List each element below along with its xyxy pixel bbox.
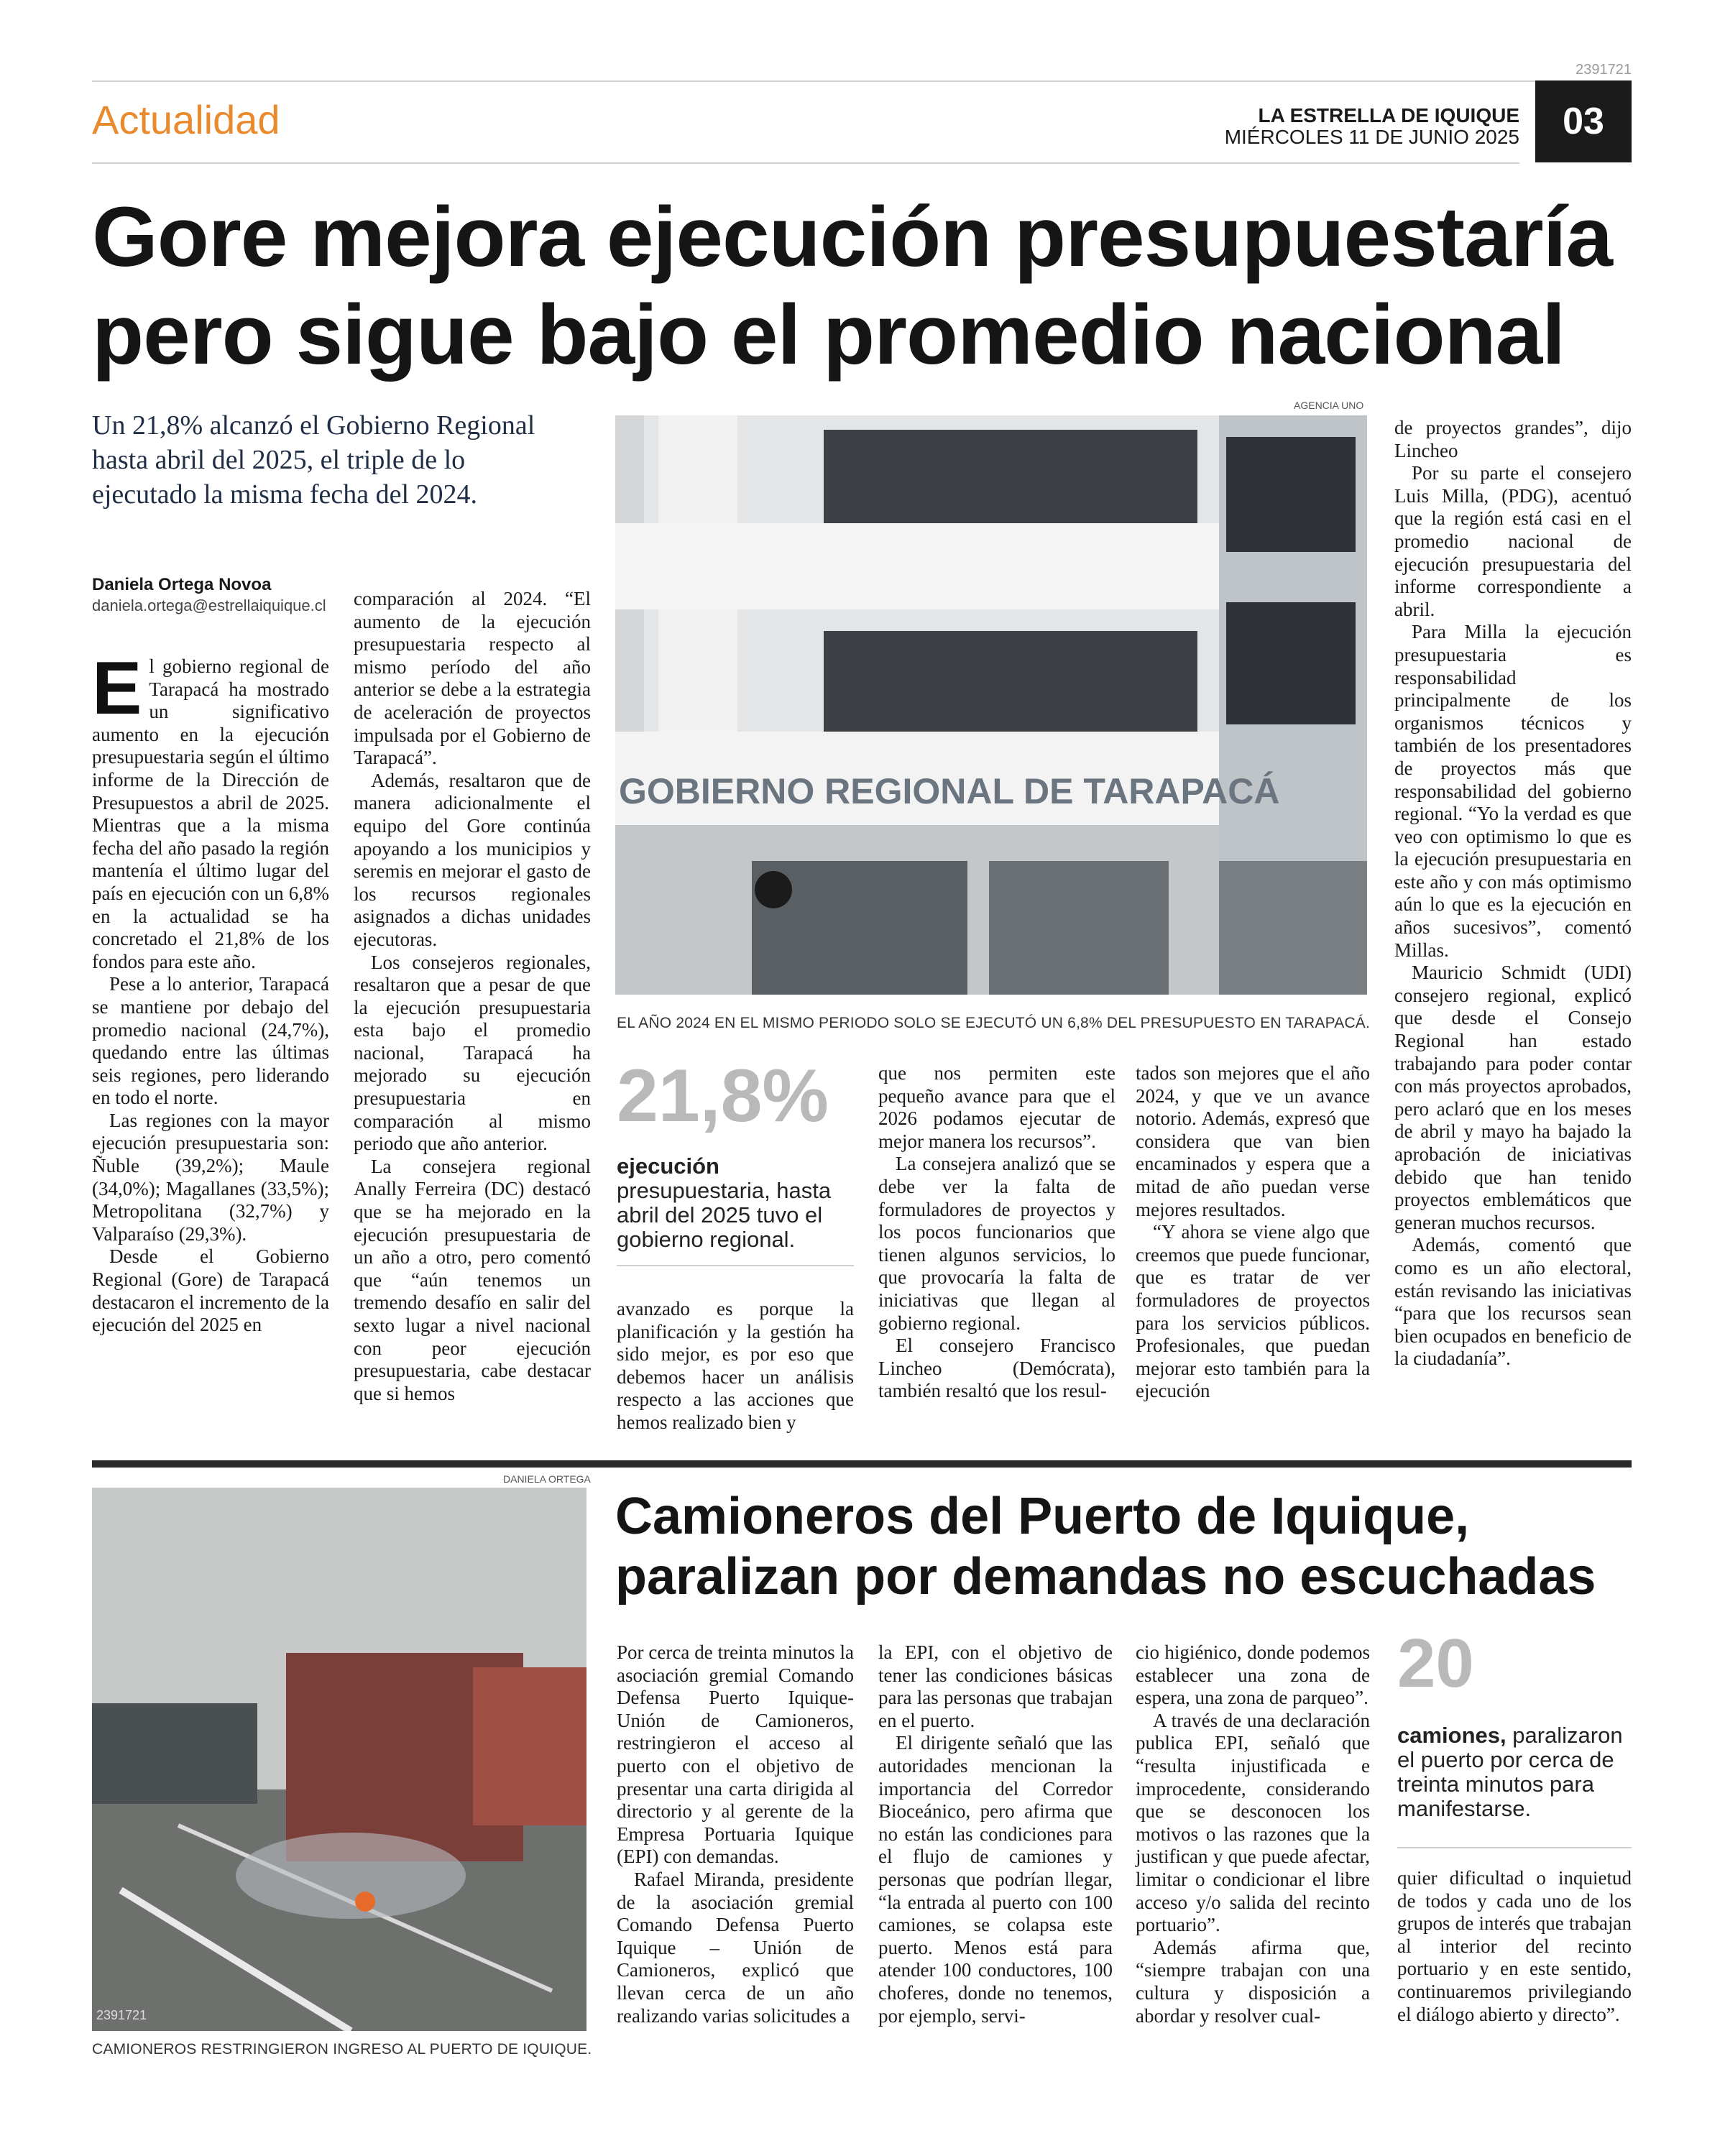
building-sign: GOBIERNO REGIONAL DE TARAPACÁ <box>619 771 1280 811</box>
paragraph: Por su parte el consejero Luis Milla, (PDG), acentuó que la región está casi en el promedio nacional de ejecución presupuestaria del informe correspondiente a abril. <box>1394 462 1632 620</box>
byline-name: Daniela Ortega Novoa <box>92 575 272 594</box>
paragraph: comparación al 2024. “El aumento de la ejecución presupuestaria respecto al mismo período del año anterior se debe a la estrategia de aceleración de proyectos impulsada por el Gobierno de Tarapacá”. <box>354 588 591 769</box>
article1-column-6 <box>1394 417 1632 1370</box>
paragraph: de proyectos grandes”, dijo Lincheo <box>1394 417 1632 461</box>
paragraph: Además afirma que, “siempre trabajan con una cultura y disposición a abordar y resolver cual- <box>1136 1936 1370 2027</box>
paragraph: “Y ahora se viene algo que creemos que puede funcionar, que es tratar de ver formuladores de proyectos para los servicios públicos. Profesionales, que puedan mejorar esto también para la ejecución <box>1136 1221 1370 1402</box>
article1-column-4 <box>878 1062 1116 1403</box>
truckers-illustration <box>92 1488 586 2031</box>
paragraph: El gobierno regional de Tarapacá ha mostrado un significativo aumento en la ejecución presupuestaria según el último informe de la Dirección de Presupuestos a abril de 2025. Mientras que a la misma fecha del año pasado la región mantenía el último lugar del país en ejecución con un 6,8% en la actualidad se ha concretado el 21,8% de los fondos para este año. <box>92 647 329 972</box>
main-headline-line1: Gore mejora ejecución presupuestaría <box>92 190 1613 285</box>
building-photo <box>615 415 1367 995</box>
paragraph: Además, comentó que como es un año electoral, están revisando las iniciativas “para que los recursos sean bien ocupados en beneficio de la ciudadanía”. <box>1394 1234 1632 1370</box>
stat-value: 21,8% <box>617 1054 829 1138</box>
newspaper-name: LA ESTRELLA DE IQUIQUE <box>1258 104 1519 126</box>
photo2-watermark: 2391721 <box>96 2008 147 2022</box>
paragraph: la EPI, con el objetivo de tener las condiciones básicas para las personas que trabajan en el puerto. <box>878 1641 1113 1731</box>
photo-credit: AGENCIA UNO <box>1294 400 1364 411</box>
paragraph: cio higiénico, donde podemos establecer una zona de espera, una zona de parqueo”. <box>1136 1641 1370 1709</box>
drop-cap: E <box>92 647 142 730</box>
photo-caption: EL AÑO 2024 EN EL MISMO PERIODO SOLO SE EJECUTÓ UN 6,8% DEL PRESUPUESTO EN TARAPACÁ. <box>617 1015 1371 1031</box>
article-deck: Un 21,8% alcanzó el Gobierno Regional hasta abril del 2025, el triple de lo ejecutado la misma fecha del 2024. <box>92 410 535 510</box>
stat2-label: camiones, paralizaron el puerto por cerca de treinta minutos para manifestarse. <box>1397 1723 1623 1821</box>
article2-column-3 <box>1136 1641 1370 2027</box>
paragraph: Rafael Miranda, presidente de la asociación gremial Comando Defensa Puerto Iquique – Unión de Camioneros, explicó que llevan cerca de un año realizando varias solicitudes a <box>617 1868 854 2027</box>
main-headline-line2: pero sigue bajo el promedio nacional <box>92 287 1565 382</box>
stat2-value: 20 <box>1397 1625 1474 1702</box>
article2-column-2 <box>878 1641 1113 2027</box>
paragraph: La consejera analizó que se debe ver la falta de formuladores de proyectos y los pocos funcionarios que tienen algunos servicios, lo que provocaría la falta de iniciativas que llegan al gobierno regional. <box>878 1153 1116 1334</box>
photo2-caption: CAMIONEROS RESTRINGIERON INGRESO AL PUERTO DE IQUIQUE. <box>92 2041 592 2058</box>
article-divider <box>92 1460 1632 1468</box>
paragraph: Desde el Gobierno Regional (Gore) de Tarapacá destacaron el incremento de la ejecución del 2025 en <box>92 1245 329 1336</box>
paragraph: Por cerca de treinta minutos la asociación gremial Comando Defensa Puerto Iquique- Unión de Camioneros, restringieron el acceso al puerto con el objetivo de presentar una carta dirigida al directorio y al gerente de la Empresa Portuaria Iquique (EPI) con demandas. <box>617 1641 854 1868</box>
issue-date: MIÉRCOLES 11 DE JUNIO 2025 <box>1224 126 1519 148</box>
stat-divider <box>617 1265 854 1266</box>
paragraph: A través de una declaración publica EPI, señaló que “resulta injustificada e improcedente, considerando que se desconocen los motivos o las razones que la justifican y que puede afectar, limitar o condicionar el libre acceso y/o salida del recinto portuario”. <box>1136 1709 1370 1936</box>
second-headline <box>615 1486 1636 1607</box>
paragraph: Las regiones con la mayor ejecución presupuestaria son: Ñuble (39,2%); Maule (34,0%); Magallanes (33,5%); Metropolitana (32,7%) y Valparaíso (29,3%). <box>92 1109 329 1245</box>
page-id: 2391721 <box>1576 62 1632 78</box>
article1-column-5 <box>1136 1062 1370 1403</box>
section-label: Actualidad <box>92 97 280 142</box>
paragraph: El dirigente señaló que las autoridades mencionan la importancia del Corredor Bioceánico, pero afirma que no están las condiciones para el flujo de camiones y personas que podrían llegar, “la entrada al puerto con 100 camiones, se colapsa este puerto. Menos está para atender 100 conductores, 100 choferes, donde no tenemos, por ejemplo, servi- <box>878 1732 1113 2027</box>
second-headline-line1: Camioneros del Puerto de Iquique, <box>615 1488 1470 1545</box>
main-headline <box>92 188 1637 384</box>
paragraph: Para Milla la ejecución presupuestaria es responsabilidad principalmente de los organismos técnicos y también de los presentadores de proyectos más que responsabilidad del gobierno regional. “Yo la verdad es que veo con optimismo lo que es la ejecución presupuestaria en este año y con más optimismo aún lo que es la ejecución en años sucesivos”, comentó Millas. <box>1394 621 1632 961</box>
paragraph: quier dificultad o inquietud de todos y cada uno de los grupos de interés que trabajan al interior del recinto portuario y en este sentido, continuaremos privilegiando el diálogo abierto y directo”. <box>1397 1867 1632 2025</box>
byline-email: daniela.ortega@estrellaiquique.cl <box>92 596 326 614</box>
paragraph: Los consejeros regionales, resaltaron que a pesar de que la ejecución presupuestaria esta bajo el promedio nacional, Tarapacá ha mejorado su ejecución presupuestaria en comparación al mismo periodo que año anterior. <box>354 951 591 1155</box>
header-top-rule <box>92 80 1632 82</box>
header-bottom-rule <box>92 162 1519 164</box>
photo2-credit: DANIELA ORTEGA <box>503 1473 591 1485</box>
article1-column-1 <box>92 647 329 1337</box>
truckers-photo <box>92 1488 586 2031</box>
paragraph: que nos permiten este pequeño avance para que el 2026 podamos ejecutar de mejor manera los recursos”. <box>878 1062 1116 1152</box>
stat-label: ejecución presupuestaria, hasta abril del 2025 tuvo el gobierno regional. <box>617 1153 832 1252</box>
stat2-divider <box>1397 1847 1632 1848</box>
paragraph: Pese a lo anterior, Tarapacá se mantiene por debajo del promedio nacional (24,7%), quedando entre las últimas seis regiones, pero liderando en todo el norte. <box>92 973 329 1109</box>
article1-column-3 <box>617 1298 854 1434</box>
paragraph: avanzado es porque la planificación y la gestión ha sido mejor, es por eso que debemos hacer un análisis respecto a las acciones que hemos realizado bien y <box>617 1298 854 1433</box>
article2-column-4 <box>1397 1867 1632 2026</box>
paragraph: Además, resaltaron que de manera adicionalmente el equipo del Gore continúa apoyando a los municipios y seremis en mejorar el gasto de los recursos regionales asignados a dichas unidades ejecutoras. <box>354 769 591 950</box>
page-number: 03 <box>1535 80 1632 162</box>
paragraph: Mauricio Schmidt (UDI) consejero regional, explicó que desde el Consejo Regional han estado trabajando para poder contar con más proyectos aprobados, pero aclaró que en los meses de abril y mayo ha bajado la aprobación de iniciativas debido que han tenido proyectos emblemáticos que generan muchos recursos. <box>1394 962 1632 1233</box>
second-headline-line2: paralizan por demandas no escuchadas <box>615 1548 1596 1606</box>
paragraph: La consejera regional Anally Ferreira (DC) destacó que se ha mejorado en la ejecución presupuestaria de un año a otro, pero comentó que “aún tenemos un tremendo desafío en salir del sexto lugar a nivel nacional con peor ejecución presupuestaria, cabe destacar que si hemos <box>354 1155 591 1404</box>
paragraph: tados son mejores que el año 2024, y que ve un avance notorio. Además, expresó que considera que van bien encaminados y espera que a mitad de año puedan verse mejores resultados. <box>1136 1062 1370 1220</box>
article2-column-1 <box>617 1641 854 2027</box>
building-illustration <box>615 415 1367 995</box>
paragraph: El consejero Francisco Lincheo (Demócrata), también resaltó que los resul- <box>878 1335 1116 1402</box>
article1-column-2 <box>354 588 591 1405</box>
